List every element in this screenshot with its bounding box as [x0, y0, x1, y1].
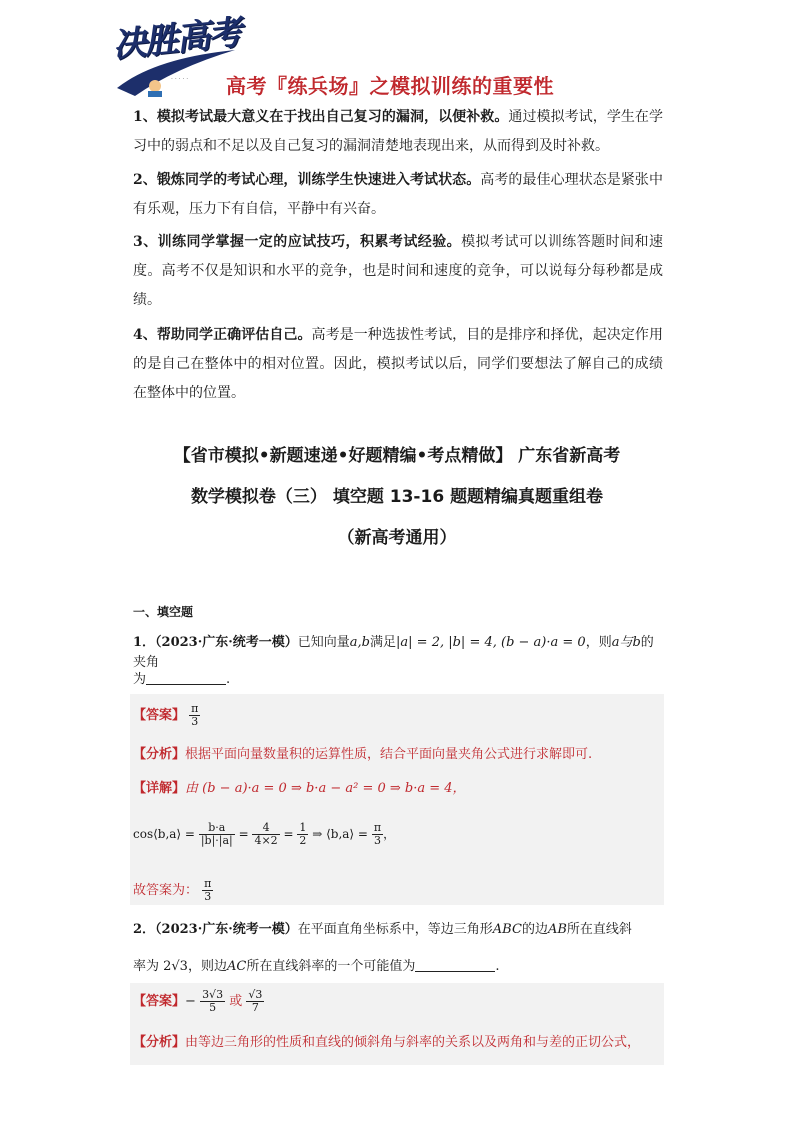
- point-2-rest: 高考的最佳心理状态是紧张中有乐观，压力下有自信，平静中有兴奋。: [133, 172, 663, 217]
- q2-answer-frac-1: $\frac{3√3}{5}$: [202, 988, 224, 1014]
- point-1: [133, 103, 663, 161]
- q2-text-c: 所在直线斜: [566, 922, 632, 937]
- q1-frac-4: $\frac{\pi}{3}$: [373, 821, 382, 847]
- q1-answer-tag: 【答案】: [133, 708, 186, 723]
- q2-end: .: [495, 959, 500, 974]
- q1-analysis-tag: 【分析】: [133, 747, 186, 762]
- q1-arrow: ⇒ ⟨b,a⟩ =: [312, 827, 368, 841]
- q1-text-c: ，则: [585, 635, 612, 650]
- q2-answer-blank[interactable]: [415, 957, 495, 972]
- q1-end: .: [226, 672, 231, 687]
- q1-number: 1．: [133, 635, 156, 650]
- q1-text-d: a与b: [611, 635, 641, 650]
- question-1-line-2: [133, 670, 663, 690]
- q2-analysis-tag: 【分析】: [133, 1035, 186, 1050]
- point-4-lead: 4、帮助同学正确评估自己。: [133, 327, 312, 343]
- q2-answer: [133, 989, 264, 1014]
- q1-cos-mid: =: [238, 827, 249, 841]
- q1-text-a: 已知向量: [297, 635, 350, 650]
- q1-conclusion-text: 故答案为：: [133, 883, 199, 898]
- q1-text-e: 的夹角: [133, 635, 654, 670]
- q2-analysis: [133, 1034, 640, 1052]
- q1-frac-2: $\frac{4}{4\times 2}$: [254, 821, 278, 847]
- question-1: [133, 633, 663, 673]
- q1-answer-fraction: $\frac{\pi}{3}$: [191, 702, 199, 728]
- point-3-lead: 3、训练同学掌握一定的应试技巧，积累考试经验。: [133, 234, 462, 250]
- q2-text-a: 在平面直角坐标系中，等边三角形: [297, 922, 493, 937]
- paper-title-line-3: （新高考通用）: [337, 528, 457, 548]
- paper-title-line-2: 数学模拟卷（三） 填空题 13-16 题题精编真题重组卷: [190, 487, 604, 507]
- q1-analysis: [133, 746, 592, 764]
- q1-answer: [133, 703, 200, 728]
- q2-ab: AB: [547, 922, 567, 937]
- point-1-rest: 通过模拟考试，学生在学习中的弱点和不足以及自己复习的漏洞清楚地表现出来，从而得到及时补救。: [133, 109, 663, 154]
- q1-cos-left: cos⟨b,a⟩ =: [133, 827, 195, 841]
- q2-answer-tag: 【答案】: [133, 994, 186, 1009]
- q1-frac-3: $\frac{1}{2}$: [299, 821, 307, 847]
- q1-detail: [133, 780, 466, 798]
- point-1-lead: 1、模拟考试最大意义在于找出自己复习的漏洞，以便补救。: [133, 109, 509, 125]
- q1-cos-formula: [133, 822, 395, 847]
- q1-conclusion-frac: $\frac{\pi}{3}$: [204, 877, 212, 903]
- q1-text-b: 满足: [370, 635, 397, 650]
- q1-analysis-text: 根据平面向量数量积的运算性质，结合平面向量夹角公式进行求解即可.: [185, 747, 593, 762]
- logo-text: 决胜高考: [110, 12, 243, 67]
- q2-answer-frac-2: $\frac{√3}{7}$: [248, 988, 263, 1014]
- q2-text-b: 的边: [521, 922, 548, 937]
- q1-source: （2023·广东·统考一模）: [155, 635, 298, 650]
- point-2: [133, 166, 663, 224]
- point-3: [133, 228, 663, 315]
- q2-source: （2023·广东·统考一模）: [155, 922, 298, 937]
- q2-analysis-text: 由等边三角形的性质和直线的倾斜角与斜率的关系以及两角和与差的正切公式，: [185, 1035, 641, 1050]
- q2-abc: ABC: [492, 922, 522, 937]
- point-2-lead: 2、锻炼同学的考试心理，训练学生快速进入考试状态。: [133, 172, 481, 188]
- q1-answer-blank[interactable]: [146, 670, 226, 685]
- point-4: [133, 321, 663, 408]
- section-heading: 一、填空题: [133, 605, 194, 619]
- logo-small-text: · · · · ·: [171, 76, 189, 83]
- point-4-rest: 高考是一种选拔性考试，目的是排序和择优，起决定作用的是自己在整体中的相对位置。因此，模拟考试以后，同学们要想法了解自己的成绩在整体中的位置。: [133, 327, 663, 401]
- q1-cos-frac: $\frac{b\cdot a}{|b|\cdot|a|}$: [200, 821, 233, 847]
- question-2-line-2: [133, 957, 663, 977]
- q2-line2-b: 所在直线斜率的一个可能值为: [246, 959, 416, 974]
- q1-line2: 为: [133, 672, 147, 687]
- q1-detail-tag: 【详解】: [133, 781, 186, 796]
- q2-ans-or: 或: [229, 994, 243, 1009]
- q1-solution-box: [130, 694, 664, 905]
- header-title: 高考『练兵场』之模拟训练的重要性: [226, 74, 554, 98]
- q2-ans-neg: −: [185, 994, 196, 1009]
- q2-line2-a: 率为 2√3，则边: [133, 959, 227, 974]
- q1-conclusion: [133, 878, 213, 903]
- point-3-rest: 模拟考试可以训练答题时间和速度。高考不仅是知识和水平的竞争，也是时间和速度的竞争，可以说每分每秒都是成绩。: [133, 234, 663, 308]
- q2-number: 2．: [133, 922, 156, 937]
- question-2: [133, 920, 663, 940]
- q1-vars: a,b: [349, 635, 371, 650]
- q1-detail-text: 由 (b − a)·a = 0 ⇒ b·a − a² = 0 ⇒ b·a = 4，: [185, 781, 466, 796]
- q2-ac: AC: [226, 959, 247, 974]
- q1-condition: |a| = 2, |b| = 4, (b − a)·a = 0: [396, 635, 586, 650]
- paper-title-line-1: 【省市模拟•新题速递•好题精编•考点精做】 广东省新高考: [173, 446, 621, 466]
- q1-eq2: =: [283, 827, 294, 841]
- q1-comma: ，: [383, 827, 396, 841]
